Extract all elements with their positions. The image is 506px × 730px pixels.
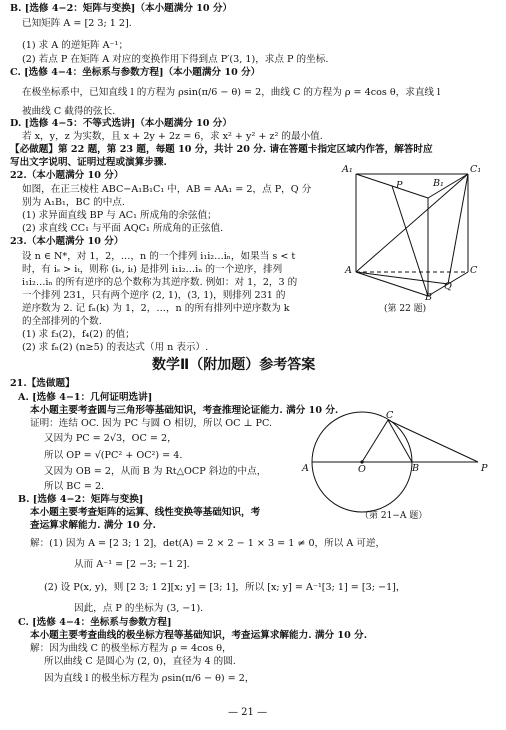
required-notice-2: 写出文字说明、证明过程或演算步骤. <box>10 157 167 168</box>
ans21c-line-1: 解：因为曲线 C 的极坐标方程为 ρ = 4cos θ， <box>30 643 232 654</box>
ans21b-heading: B. [选修 4−2：矩阵与变换] <box>18 494 144 505</box>
ans21a-line-2: 又因为 PC = 2√3，OC = 2， <box>44 433 177 444</box>
ans21b-line-2: 从而 A⁻¹ = [2 −3; −1 2]. <box>74 559 190 570</box>
ans21c-line-3: 因为直线 l 的极坐标方程为 ρsin(π/6 − θ) = 2， <box>44 673 255 684</box>
prism-label-a1: A₁ <box>342 164 353 175</box>
prism-label-b1: B₁ <box>433 178 444 189</box>
prism-figure <box>338 160 498 310</box>
ans21a-line-3: 所以 OP = √(PC² + OC²) = 4. <box>44 450 183 461</box>
q23-line-2: 时，有 iₛ > iₜ，则称 (iₛ, iₜ) 是排列 i₁i₂…iₙ 的一个逆序，排列 <box>22 264 283 275</box>
circle-label-o: O <box>358 464 366 475</box>
prism-label-b: B <box>425 292 433 303</box>
q23-line-8: (2) 求 fₙ(2) (n≥5) 的表达式（用 n 表示）. <box>22 342 209 353</box>
circle-label-b: B <box>412 463 420 474</box>
q23-line-1: 设 n ∈ N*，对 1，2，…，n 的一个排列 i₁i₂…iₙ，如果当 s < t <box>22 251 296 262</box>
circle-figure <box>300 410 500 520</box>
ans21a-line-1: 证明：连结 OC. 因为 PC 与圆 O 相切，所以 OC ⊥ PC. <box>30 418 273 429</box>
q23-line-7: (1) 求 f₃(2)，f₄(2) 的值； <box>22 329 135 340</box>
required-notice-1: 【必做题】第 22 题，第 23 题，每题 10 分，共计 20 分. 请在答题卡指定区域内作答，解答时应 <box>10 144 433 155</box>
q21d-heading: D. [选修 4−5：不等式选讲]（本小题满分 10 分） <box>10 118 232 129</box>
ans21b-line-1: 解：(1) 因为 A = [2 3; 1 2]，det(A) = 2 × 2 − 1 × 3 = 1 ≠ 0，所以 A 可逆， <box>30 538 386 549</box>
q23-line-4: 一个排列 231，只有两个逆序 (2, 1)，(3, 1)，则排列 231 的 <box>22 290 286 301</box>
q21c-line-1: 在极坐标系中，已知直线 l 的方程为 ρsin(π/6 − θ) = 2，曲线 C 的方程为 ρ = 4cos θ，求直线 l <box>22 87 441 98</box>
q21c-line-2: 被曲线 C 截得的弦长. <box>22 106 116 117</box>
page-number: — 21 — <box>228 707 268 718</box>
q21b-line-1: 已知矩阵 A = [2 3; 1 2]. <box>22 18 132 29</box>
prism-label-c1: C₁ <box>470 164 482 175</box>
q21c-heading: C. [选修 4−4：坐标系与参数方程]（本小题满分 10 分） <box>10 67 261 78</box>
prism-label-a: A <box>345 265 352 276</box>
prism-label-p: P <box>396 180 403 191</box>
circle-label-p: P <box>481 463 488 474</box>
ans21-heading: 21.【选做题】 <box>10 378 75 389</box>
ans21b-line-4: 因此，点 P 的坐标为 (3, −1). <box>74 603 204 614</box>
q21b-heading: B. [选修 4−2：矩阵与变换]（本小题满分 10 分） <box>10 3 233 14</box>
ans21a-heading: A. [选修 4−1：几何证明选讲] <box>18 392 153 403</box>
prism-label-q: Q <box>444 281 452 292</box>
ans21a-line-4: 又因为 OB = 2，从而 B 为 Rt△OCP 斜边的中点， <box>44 466 267 477</box>
circle-figure-caption: （第 21−A 题） <box>360 511 428 521</box>
ans21b-intro-2: 查运算求解能力. 满分 10 分. <box>30 520 156 531</box>
circle-label-a: A <box>302 463 309 474</box>
q23-line-3: i₁i₂…iₙ 的所有逆序的总个数称为其逆序数. 例如：对 1，2，3 的 <box>22 277 298 288</box>
ans21b-line-3: (2) 设 P(x, y)，则 [2 3; 1 2][x; y] = [3; 1]，所以 [x; y] = A⁻¹[3; 1] = [3; −1]， <box>44 582 406 593</box>
prism-label-c: C <box>470 265 478 276</box>
q23-line-6: 的全部排列的个数. <box>22 316 102 327</box>
q22-line-3: (1) 求异面直线 BP 与 AC₁ 所成角的余弦值； <box>22 210 217 221</box>
ans21c-line-2: 所以曲线 C 是圆心为 (2, 0)，直径为 4 的圆. <box>44 656 236 667</box>
q22-heading: 22.（本小题满分 10 分） <box>10 170 124 181</box>
circle-label-c: C <box>386 410 394 421</box>
prism-figure-caption: (第 22 题) <box>384 304 427 314</box>
q23-line-5: 逆序数为 2. 记 fₙ(k) 为 1，2，…，n 的所有排列中逆序数为 k <box>22 303 290 314</box>
q21d-line-1: 若 x，y，z 为实数，且 x + 2y + 2z = 6，求 x² + y² + z² 的最小值. <box>22 131 323 142</box>
ans21a-intro: 本小题主要考查圆与三角形等基础知识，考查推理论证能力. 满分 10 分. <box>30 405 339 416</box>
ans21b-intro-1: 本小题主要考查矩阵的运算、线性变换等基础知识，考 <box>30 507 261 518</box>
ans21c-intro: 本小题主要考查曲线的极坐标方程等基础知识，考查运算求解能力. 满分 10 分. <box>30 630 368 641</box>
q22-line-1: 如图，在正三棱柱 ABC−A₁B₁C₁ 中，AB = AA₁ = 2，点 P，Q 分 <box>22 184 312 195</box>
q21b-line-2: (1) 求 A 的逆矩阵 A⁻¹； <box>22 40 129 51</box>
ans21a-line-5: 所以 BC = 2. <box>44 481 105 492</box>
ans21c-heading: C. [选修 4−4：坐标系与参数方程] <box>18 617 172 628</box>
q22-line-2: 别为 A₁B₁，BC 的中点. <box>22 197 125 208</box>
q23-heading: 23.（本小题满分 10 分） <box>10 236 124 247</box>
q22-line-4: (2) 求直线 CC₁ 与平面 AQC₁ 所成角的正弦值. <box>22 223 224 234</box>
answer-title: 数学Ⅱ（附加题）参考答案 <box>152 357 316 373</box>
q21b-line-3: (2) 若点 P 在矩阵 A 对应的变换作用下得到点 P′(3, 1)，求点 P 的坐标. <box>22 54 329 65</box>
